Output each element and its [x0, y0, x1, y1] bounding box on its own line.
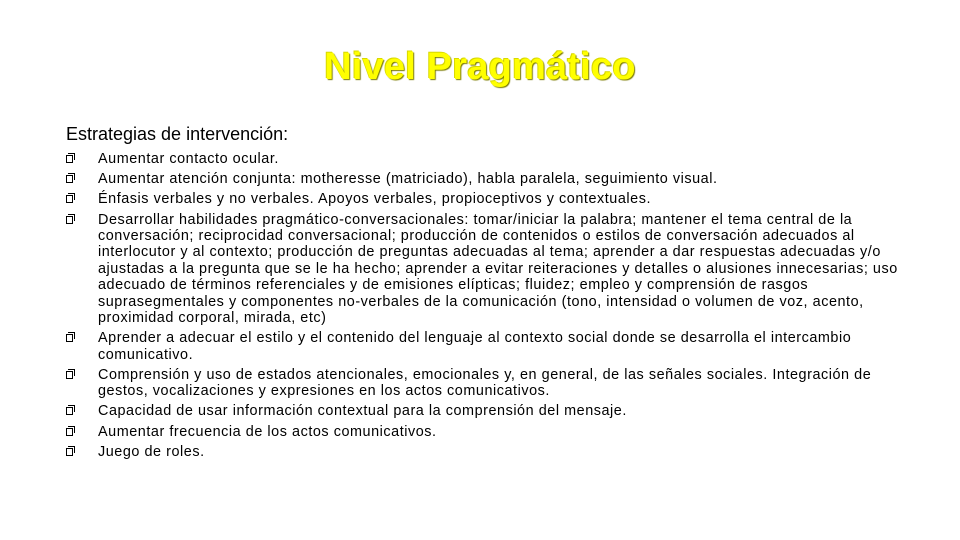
checkbox-square-icon — [66, 334, 73, 342]
list-item — [66, 151, 906, 167]
list-item — [66, 444, 906, 460]
checkbox-square-icon — [66, 155, 73, 163]
list-item-text: Énfasis verbales y no verbales. Apoyos verbales, propioceptivos y contextuales. — [98, 191, 651, 208]
checkbox-square-icon — [66, 407, 73, 415]
list-item — [66, 367, 906, 400]
checkbox-square-icon — [66, 216, 73, 224]
list-item-text: Aumentar contacto ocular. — [98, 151, 279, 167]
checkbox-square-icon — [66, 195, 73, 203]
list-item-text: Capacidad de usar información contextual para la comprensión del mensaje. — [98, 403, 627, 420]
list-item — [66, 171, 906, 187]
slide-title: Nivel Pragmático — [324, 46, 636, 88]
list-item-text: Desarrollar habilidades pragmático-conversacionales: tomar/iniciar la palabra; mantener el tema central de la conversación; reciprocidad conversacional; producción de contenidos o estilos de conversación adecuados al interlocutor y al contexto; producción de preguntas adecuadas al tema; aprender a dar respuestas adecuadas y/o ajustadas a la pregunta que se le ha hecho; aprender a evitar reiteraciones y detalles o alusiones innecesarias; uso adecuado de términos referenciales y de emisiones elípticas; fluidez; empleo y comprensión de rasgos suprasegmentales y componentes no-verbales de la comunicación (tono, intensidad o volumen de voz, acento, proximidad corporal, mirada, etc) — [98, 211, 898, 327]
list-item-text: Aumentar atención conjunta: motheresse (matriciado), habla paralela, seguimiento visual. — [98, 171, 718, 188]
list-item — [66, 191, 906, 207]
list-item — [66, 424, 906, 440]
list-item-text: Juego de roles. — [98, 443, 205, 460]
slide-subtitle: Estrategias de intervención: — [66, 124, 289, 144]
list-item-text: Comprensión y uso de estados atencionales, emocionales y, en general, de las señales sociales. Integración de gestos, vocalizaciones y expresiones en los actos comunicativos. — [98, 366, 872, 400]
checkbox-square-icon — [66, 448, 73, 456]
checkbox-square-icon — [66, 175, 73, 183]
list-item — [66, 330, 906, 363]
strategy-list — [66, 151, 906, 464]
list-item-text: Aprender a adecuar el estilo y el contenido del lenguaje al contexto social donde se desarrolla el intercambio comunicativo. — [98, 330, 852, 363]
list-item-text: Aumentar frecuencia de los actos comunicativos. — [98, 423, 437, 440]
list-item — [66, 403, 906, 419]
checkbox-square-icon — [66, 371, 73, 379]
list-item — [66, 212, 906, 327]
checkbox-square-icon — [66, 428, 73, 436]
